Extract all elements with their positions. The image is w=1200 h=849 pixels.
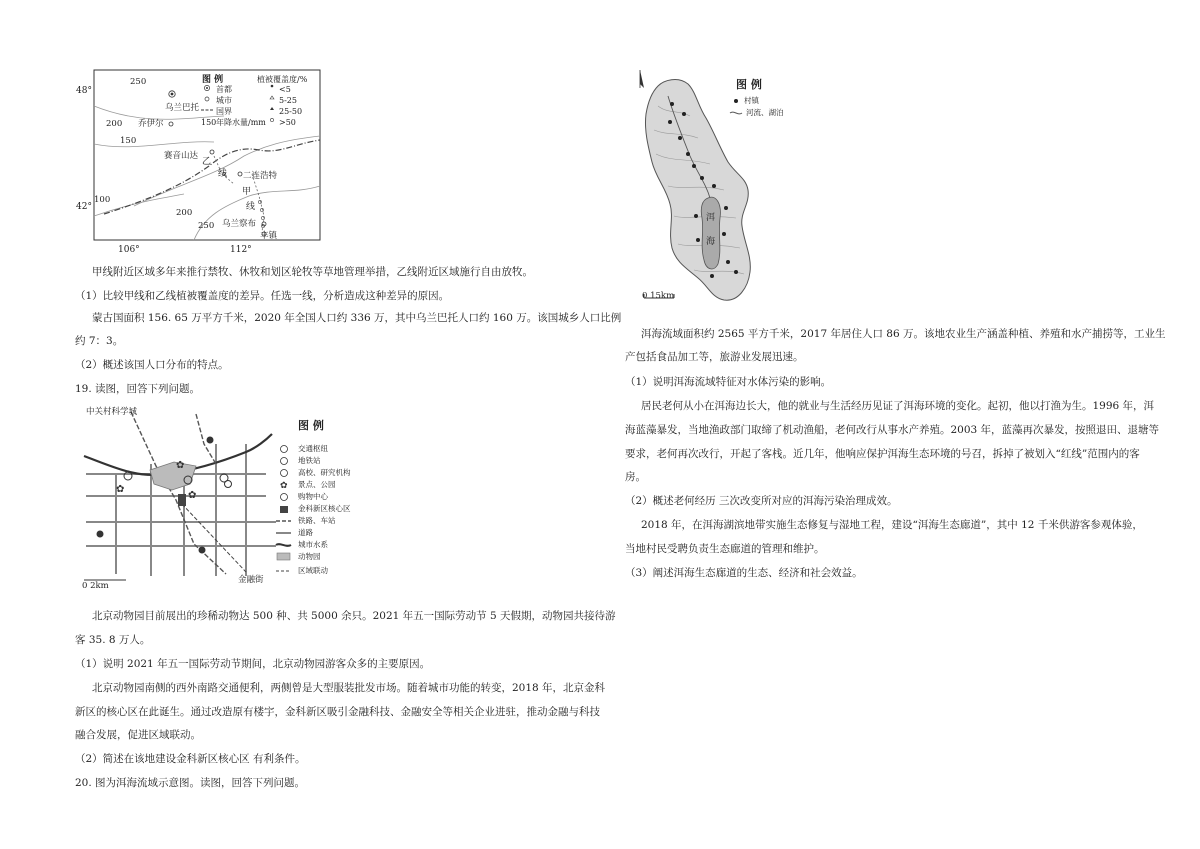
place-label-fengzhen: 丰镇 — [260, 231, 278, 241]
line-label-jia-xian: 线 — [246, 202, 256, 212]
q19-paragraph: 北京动物园目前展出的珍稀动物达 500 种、共 5000 余只。2021 年五一国际劳动节 5 天假期，动物园共接待游 — [92, 610, 616, 622]
legend-item: 道路 — [298, 528, 313, 537]
lake-label: 洱海 — [706, 213, 716, 247]
contour-label: 250 — [130, 77, 147, 87]
map-label-zhongguancun: 中关村科学城 — [86, 407, 138, 417]
legend-item: 河流、湖泊 — [746, 108, 784, 117]
place-label-ulaanbaatar: 乌兰巴托 — [165, 103, 200, 113]
q19-question-2: （2）简述在该地建设金科新区核心区 有利条件。 — [75, 753, 306, 765]
legend-item: 金科新区核心区 — [298, 504, 351, 513]
q19-paragraph: 北京动物园南侧的西外南路交通便利，两侧曾是大型服装批发市场。随着城市功能的转变，2018 年，北京金科 — [92, 682, 606, 694]
legend-item: 城市 — [216, 96, 232, 105]
legend-item: 地铁站 — [298, 456, 321, 465]
q20-paragraph-cont: 要求，老何再次改行，开起了客栈。近几年，他响应保护洱海生态环境的号召，拆掉了被划入“红线”范围内的客 — [625, 448, 1140, 460]
legend-isohyet-sample: 150 — [201, 118, 217, 127]
q20-question-2: （2）概述老何经历 三次改变所对应的洱海污染治理成效。 — [625, 495, 898, 507]
erhai-basin-map — [628, 66, 818, 316]
legend-item: 动物园 — [298, 552, 321, 561]
legend-item: 交通枢纽 — [298, 444, 328, 453]
legend-coverage: 25-50 — [279, 107, 303, 116]
contour-label: 150 — [120, 136, 137, 146]
q19-paragraph-cont: 融合发展，促进区域联动。 — [75, 729, 201, 741]
svg-text:✿: ✿ — [116, 484, 125, 495]
q20-paragraph: 居民老何从小在洱海边长大，他的就业与生活经历见证了洱海环境的变化。起初，他以打渔为生。1996 年，洱 — [641, 400, 1155, 412]
place-label-choir: 乔伊尔 — [138, 119, 164, 129]
line-label-yi-xian: 线 — [218, 169, 228, 179]
contour-label: 200 — [106, 119, 123, 129]
legend-item: 区域联动 — [298, 566, 328, 575]
legend-coverage-title: 植被覆盖度/% — [257, 75, 308, 84]
svg-text:✿: ✿ — [188, 490, 197, 501]
q18-question-1: （1）比较甲线和乙线植被覆盖度的差异。任选一线，分析造成这种差异的原因。 — [75, 290, 450, 302]
legend-item: 年降水量/mm — [216, 118, 266, 127]
legend-item: 高校、研究机构 — [298, 468, 351, 477]
lat-label-48: 48° — [76, 86, 92, 96]
q20-paragraph-cont: 房。 — [625, 471, 646, 483]
legend-item: 景点、公园 — [298, 480, 336, 489]
legend-item: 购物中心 — [298, 492, 328, 501]
q19-paragraph-cont: 新区的核心区在此诞生。通过改造原有楼宇，金科新区吸引金融科技、金融安全等相关企业进驻，推动金融与科技 — [75, 706, 600, 718]
q20-title: 20. 图为洱海流域示意图。读图，回答下列问题。 — [75, 777, 306, 789]
q20-paragraph-cont: 海蓝藻暴发，当地渔政部门取缔了机动渔船，老何改行从事水产养殖。2003 年，蓝藻再次暴发，按照退田、退塘等 — [625, 424, 1160, 436]
q18-paragraph: 蒙古国面积 156. 65 万平方千米，2020 年全国人口约 336 万，其中乌兰巴托人口约 160 万。该国城乡人口比例 — [92, 312, 622, 324]
legend-item: 国界 — [216, 107, 232, 116]
legend-item: 首都 — [216, 85, 232, 94]
legend-item: 铁路、车站 — [298, 516, 336, 525]
contour-label: 250 — [198, 221, 215, 231]
q20-question-1: （1）说明洱海流域特征对水体污染的影响。 — [625, 376, 832, 388]
lon-label-106: 106° — [118, 245, 140, 255]
q18-paragraph-cont: 约 7：3。 — [75, 335, 124, 347]
map-label-financial-street: 金融街 — [238, 575, 264, 585]
lat-label-42: 42° — [76, 202, 92, 212]
line-label-jia: 甲 — [242, 187, 252, 197]
q20-intro-cont: 产包括食品加工等，旅游业发展迅速。 — [625, 351, 804, 363]
contour-label: 100 — [94, 195, 111, 205]
mongolia-vegetation-map — [74, 66, 324, 258]
q19-paragraph-cont: 客 35. 8 万人。 — [75, 634, 151, 646]
line-label-yi: 乙 — [202, 157, 212, 167]
q20-intro: 洱海流域面积约 2565 平方千米，2017 年居住人口 86 万。该地农业生产涵盖种植、养殖和水产捕捞等，工业生 — [641, 328, 1166, 340]
q19-question-1: （1）说明 2021 年五一国际劳动节期间，北京动物园游客众多的主要原因。 — [75, 658, 431, 670]
place-label-ulanqab: 乌兰察布 — [222, 219, 257, 229]
q18-question-2: （2）概述该国人口分布的特点。 — [75, 359, 229, 371]
svg-text:✿: ✿ — [176, 460, 185, 471]
legend-item: 城市水系 — [298, 540, 328, 549]
place-label-sainshand: 赛音山达 — [164, 151, 199, 161]
q19-title: 19. 读图，回答下列问题。 — [75, 383, 201, 395]
beijing-zoo-map — [76, 404, 368, 590]
place-label-erenhot: 二连浩特 — [243, 171, 278, 181]
q20-paragraph-cont: 当地村民受聘负责生态廊道的管理和维护。 — [625, 543, 825, 555]
q20-question-3: （3）阐述洱海生态廊道的生态、经济和社会效益。 — [625, 567, 863, 579]
legend-title: 图 例 — [298, 419, 324, 432]
legend-coverage: >50 — [279, 118, 296, 127]
legend-title: 图 例 — [202, 75, 224, 85]
legend-coverage: 5-25 — [279, 96, 297, 105]
scale-bar-label: 0 2km — [82, 581, 109, 591]
legend-item: 村镇 — [744, 96, 759, 105]
contour-label: 200 — [176, 208, 193, 218]
legend-coverage: <5 — [279, 85, 291, 94]
legend-title: 图 例 — [736, 78, 762, 91]
scale-bar-label: 0 15km — [642, 291, 675, 301]
svg-text:✿: ✿ — [280, 481, 288, 491]
q20-paragraph: 2018 年，在洱海湖滨地带实施生态修复与湿地工程，建设“洱海生态廊道”，其中 12 千米供游客参观体验， — [641, 519, 1143, 531]
lon-label-112: 112° — [230, 245, 252, 255]
q18-intro: 甲线附近区域多年来推行禁牧、休牧和划区轮牧等草地管理举措，乙线附近区域施行自由放牧。 — [92, 266, 533, 278]
